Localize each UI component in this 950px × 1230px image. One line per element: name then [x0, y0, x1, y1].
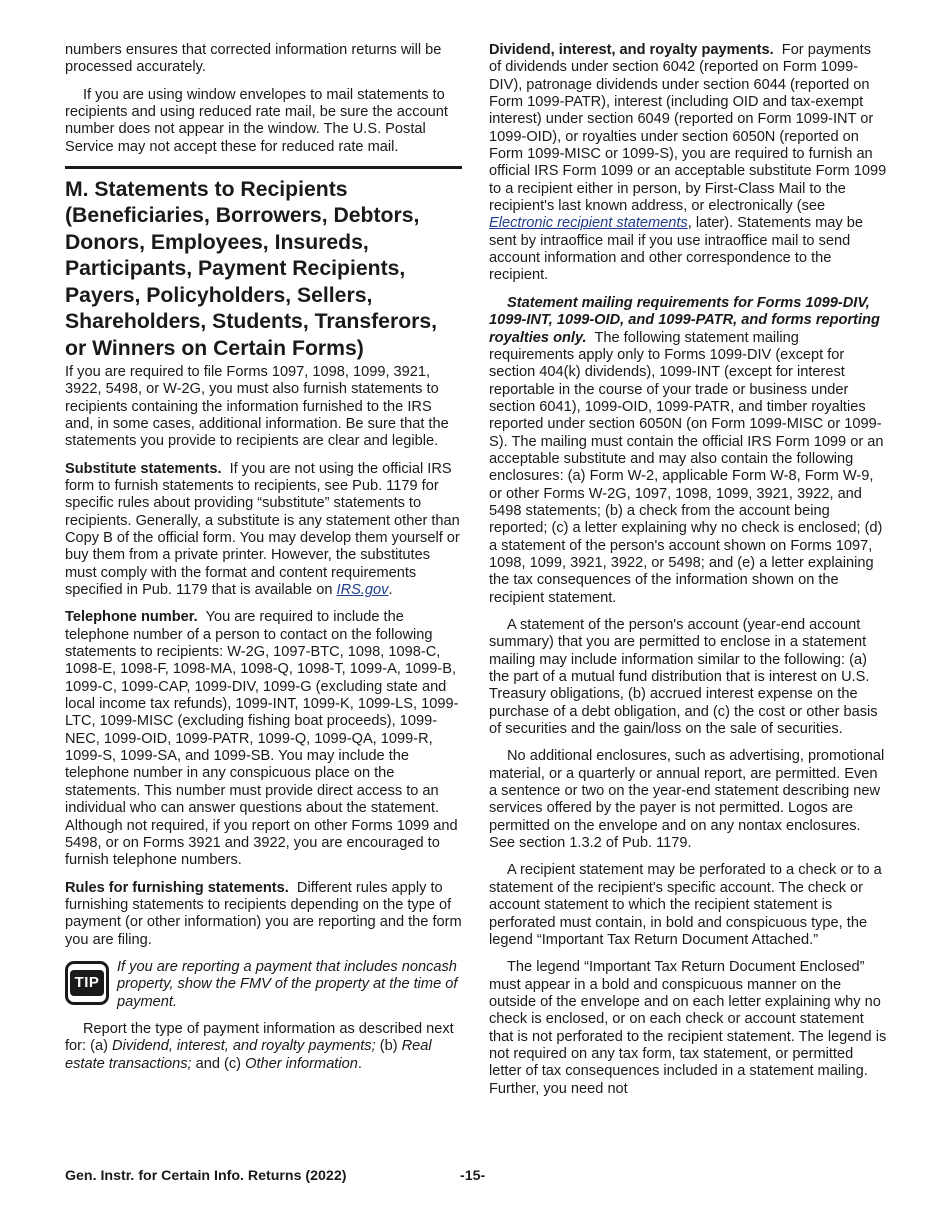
- paragraph-report-type: [65, 1021, 462, 1073]
- report-item-a: Dividend, interest, and royalty payments;: [112, 1038, 376, 1055]
- run-in-heading-telephone: Telephone number.: [65, 609, 198, 626]
- paragraph-substitute-statements: [65, 461, 462, 600]
- paragraph-legend: The legend “Important Tax Return Document Enclosed” must appear in a bold and conspicuous manner on the outside of the envelope and on each letter explaining why no check is enclosed, or on each check or account statement that is not perforated to the recipient statement. The legend is not required on any tax form, tax statement, or permitted letter of tax consequences included in a statement mailing. Further, you need not: [489, 959, 887, 1097]
- tip-box: [65, 959, 462, 1011]
- tip-label: TIP: [70, 970, 104, 996]
- paragraph-perforated: A recipient statement may be perforated to a check or to a statement of the recipient's specific account. The check or account statement to which the recipient statement is perforated must contain, in bold and conspicuous type, the legend “Important Tax Return Document Attached.”: [489, 862, 882, 948]
- right-column: [489, 42, 887, 1108]
- paragraph-no-enclosures: No additional enclosures, such as advertising, promotional material, or a quarterly or annual report, are permitted. Even a sentence or two on the year-end statement describing new services offered by the payer is not permitted. Logos are permitted on the envelope and on any nontax enclosures. See section 1.3.2 of Pub. 1179.: [489, 748, 885, 852]
- substitute-end: .: [388, 582, 393, 599]
- paragraph-window-envelopes: If you are using window envelopes to mail statements to recipients and using reduced rate mail, be sure the account number does not appear in the window. The U.S. Postal Service may not accept these for reduced rate mail.: [65, 86, 448, 155]
- telephone-text: You are required to include the telephone number of a person to contact on the following statements to recipients: W-2G, 1097-BTC, 1098, 1098-C, 1098-E, 1098-F, 1098-MA, 1098-Q, 1098-T, 1099-A, 1099-B, 1099-C, 1099-CAP, 1099-DIV, 1099-G (excluding state and local income tax refunds), 1099-INT, 1099-K, 1099-LS, 1099-LTC, 1099-MISC (excluding fishing boat proceeds), 1099-NEC, 1099-OID, 1099-PATR, 1099-Q, 1099-QA, 1099-R, 1099-S, 1099-SA, and 1099-SB. You may include the telephone number in any conspicuous place on the statements. This number must provide direct access to an individual who can answer questions about the statement. Although not required, if you report on other Forms 1099 and 5498, or on Forms 3921 and 3922, you are encouraged to furnish telephone numbers.: [65, 609, 459, 869]
- electronic-recipient-statements-link[interactable]: Electronic recipient statements: [489, 215, 688, 232]
- run-in-heading-mailing: Statement mailing requirements for Forms 1099-DIV, 1099-INT, 1099-OID, and 1099-PATR, and forms reporting royalties only.: [489, 294, 880, 346]
- paragraph-dividend-interest-royalty: [489, 42, 887, 285]
- page-number: -15-: [460, 1168, 486, 1184]
- section-rule: [65, 166, 462, 169]
- paragraph-mailing-requirements: [489, 295, 887, 607]
- report-item-b: Real estate transactions;: [65, 1038, 432, 1072]
- irs-gov-link[interactable]: IRS.gov: [336, 582, 389, 599]
- report-text-a: Report the type of payment information as described next for: (a): [65, 1020, 454, 1055]
- rules-text: Different rules apply to furnishing statements to recipients depending on the type of payment (or other information) you are reporting and the form you are filing.: [65, 879, 462, 948]
- substitute-text: If you are not using the official IRS form to furnish statements to recipients, see Pub. 1179 for specific rules about providing “substitute” statements to recipients. Generally, a substitute is any statement other than Copy B of the official form. You may develop them yourself or buy them from a private printer. However, the substitutes must comply with the format and content requirements specified in Pub. 1179 that is available on: [65, 460, 460, 599]
- paragraph-rules-furnishing: [65, 880, 462, 949]
- run-in-heading-dividend: Dividend, interest, and royalty payments.: [489, 42, 774, 58]
- report-item-c: Other information: [245, 1055, 358, 1072]
- report-text-b: (b): [375, 1038, 402, 1055]
- report-text-c: and (c): [191, 1055, 246, 1072]
- paragraph-account-statement: A statement of the person's account (year-end account summary) that you are permitted to enclose in a statement mailing may include information similar to the following: (a) the part of a mutual fund distribution that is interest on U.S. Treasury obligations, (b) accrued interest expense on the purchase of a debt obligation, and (c) the cost or other basis of securities and the gain/loss on the sale of securities.: [489, 617, 878, 738]
- paragraph-continued: numbers ensures that corrected information returns will be processed accurately.: [65, 42, 442, 76]
- mailing-text: The following statement mailing requirements apply only to Forms 1099-DIV (except for section 404(k) dividends), 1099-INT (except for interest reportable in the course of your trade or business under section 6041), 1099-OID, 1099-PATR, and timber royalties reported under section 6050N (on Form 1099-MISC or 1099-S). The mailing must contain the official IRS Form 1099 or an acceptable substitute and may also contain the following enclosures: (a) Form W-2, applicable Form W-8, Form W-9, or other Forms W-2G, 1097, 1098, 1099, 3921, 3922, and 5498 statements; (b) a check from the account being reported; (c) a letter explaining why no check is enclosed; (d) a statement of the person's account shown on Forms 1097, 1098, 1099, 3921, 3922, or 5498; and (e) a letter explaining the tax consequences of the information shown on the recipient statement.: [489, 329, 884, 606]
- left-column: [65, 42, 462, 1083]
- dividend-text-after: , later). Statements may be sent by intraoffice mail if you use intraoffice mail to send account information and other correspondence to the recipient.: [489, 215, 863, 284]
- paragraph-intro: If you are required to file Forms 1097, 1098, 1099, 3921, 3922, 5498, or W-2G, you must also furnish statements to recipients containing the information furnished to the IRS and, in some cases, additional information. Be sure that the statements you provide to recipients are clear and legible.: [65, 363, 449, 450]
- run-in-heading-rules: Rules for furnishing statements.: [65, 879, 289, 896]
- paragraph-telephone-number: [65, 609, 462, 869]
- run-in-heading-substitute: Substitute statements.: [65, 460, 222, 477]
- tip-icon: [65, 961, 109, 1005]
- section-heading: M. Statements to Recipients (Beneficiaries, Borrowers, Debtors, Donors, Employees, Insureds, Participants, Payment Recipients, Payers, Policyholders, Sellers, Shareholders, Students, Transferors, or Winners on Certain Forms): [65, 178, 438, 360]
- dividend-text: For payments of dividends under section 6042 (reported on Form 1099-DIV), patronage dividends under section 6044 (reported on Form 1099-PATR), interest (including OID and tax-exempt interest) under section 6049 (reported on Form 1099-INT or 1099-OID), or royalties under section 6050N (reported on Form 1099-MISC or 1099-S), you are required to furnish an official IRS Form 1099 or an acceptable substitute Form 1099 to a recipient either in person, by First-Class Mail to the recipient's last known address, or electronically (see: [489, 42, 887, 215]
- tip-text: If you are reporting a payment that includes noncash property, show the FMV of the property at the time of payment.: [117, 958, 458, 1010]
- report-end: .: [357, 1055, 362, 1072]
- footer-title: Gen. Instr. for Certain Info. Returns (2022): [65, 1168, 347, 1184]
